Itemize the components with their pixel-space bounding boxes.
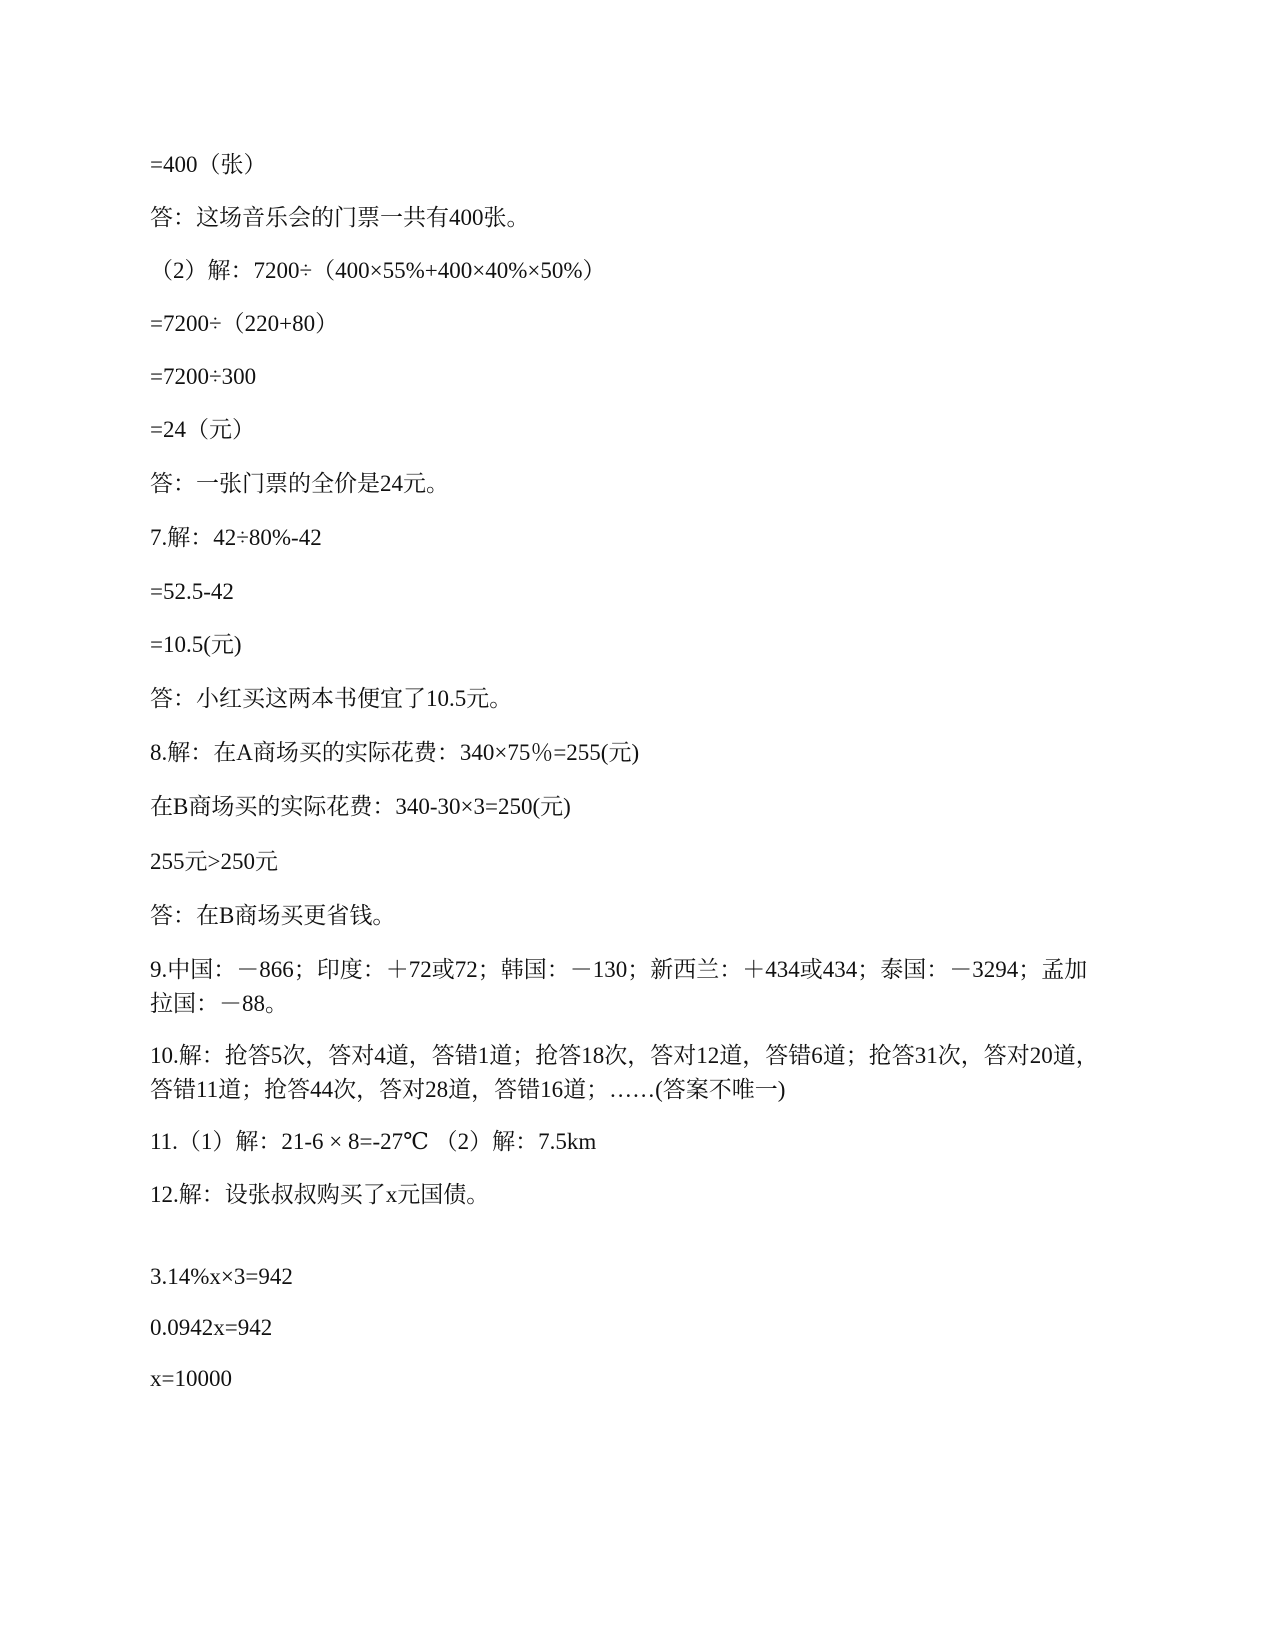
question-line: 7.解：42÷80%-42 xyxy=(150,525,322,550)
equation-line: 0.0942x=942 xyxy=(150,1315,273,1340)
text-line: =10.5(元) xyxy=(150,632,242,657)
question-line: 8.解：在A商场买的实际花费：340×75％=255(元) xyxy=(150,740,640,765)
text-line: 在B商场买的实际花费：340-30×3=250(元) xyxy=(150,794,571,819)
question-line: 11.（1）解：21-6 × 8=-27℃ （2）解：7.5km xyxy=(150,1129,597,1154)
text-line: 255元>250元 xyxy=(150,849,278,874)
question-line: 10.解：抢答5次，答对4道，答错1道；抢答18次，答对12道，答错6道；抢答31次，答对20道，答错11道；抢答44次，答对28道，答错16道；……(答案不唯一) xyxy=(150,1043,1099,1102)
answer-line: 答：这场音乐会的门票一共有400张。 xyxy=(150,205,530,230)
text-line: =7200÷300 xyxy=(150,364,257,389)
answer-line: 答：一张门票的全价是24元。 xyxy=(150,471,449,496)
text-line: =400（张） xyxy=(150,152,267,177)
equation-line: 3.14%x×3=942 xyxy=(150,1264,293,1289)
question-line: 9.中国：－866；印度：＋72或72；韩国：－130；新西兰：＋434或434；泰国：－3294；孟加拉国：－88。 xyxy=(150,957,1088,1016)
equation-line: x=10000 xyxy=(150,1366,232,1391)
answer-line: 答：小红买这两本书便宜了10.5元。 xyxy=(150,686,513,711)
text-line: （2）解：7200÷（400×55%+400×40%×50%） xyxy=(150,258,606,283)
text-line: =52.5-42 xyxy=(150,579,234,604)
text-line: =7200÷（220+80） xyxy=(150,311,339,336)
question-line: 12.解：设张叔叔购买了x元国债。 xyxy=(150,1182,490,1207)
answer-line: 答：在B商场买更省钱。 xyxy=(150,903,396,928)
text-line: =24（元） xyxy=(150,417,255,442)
